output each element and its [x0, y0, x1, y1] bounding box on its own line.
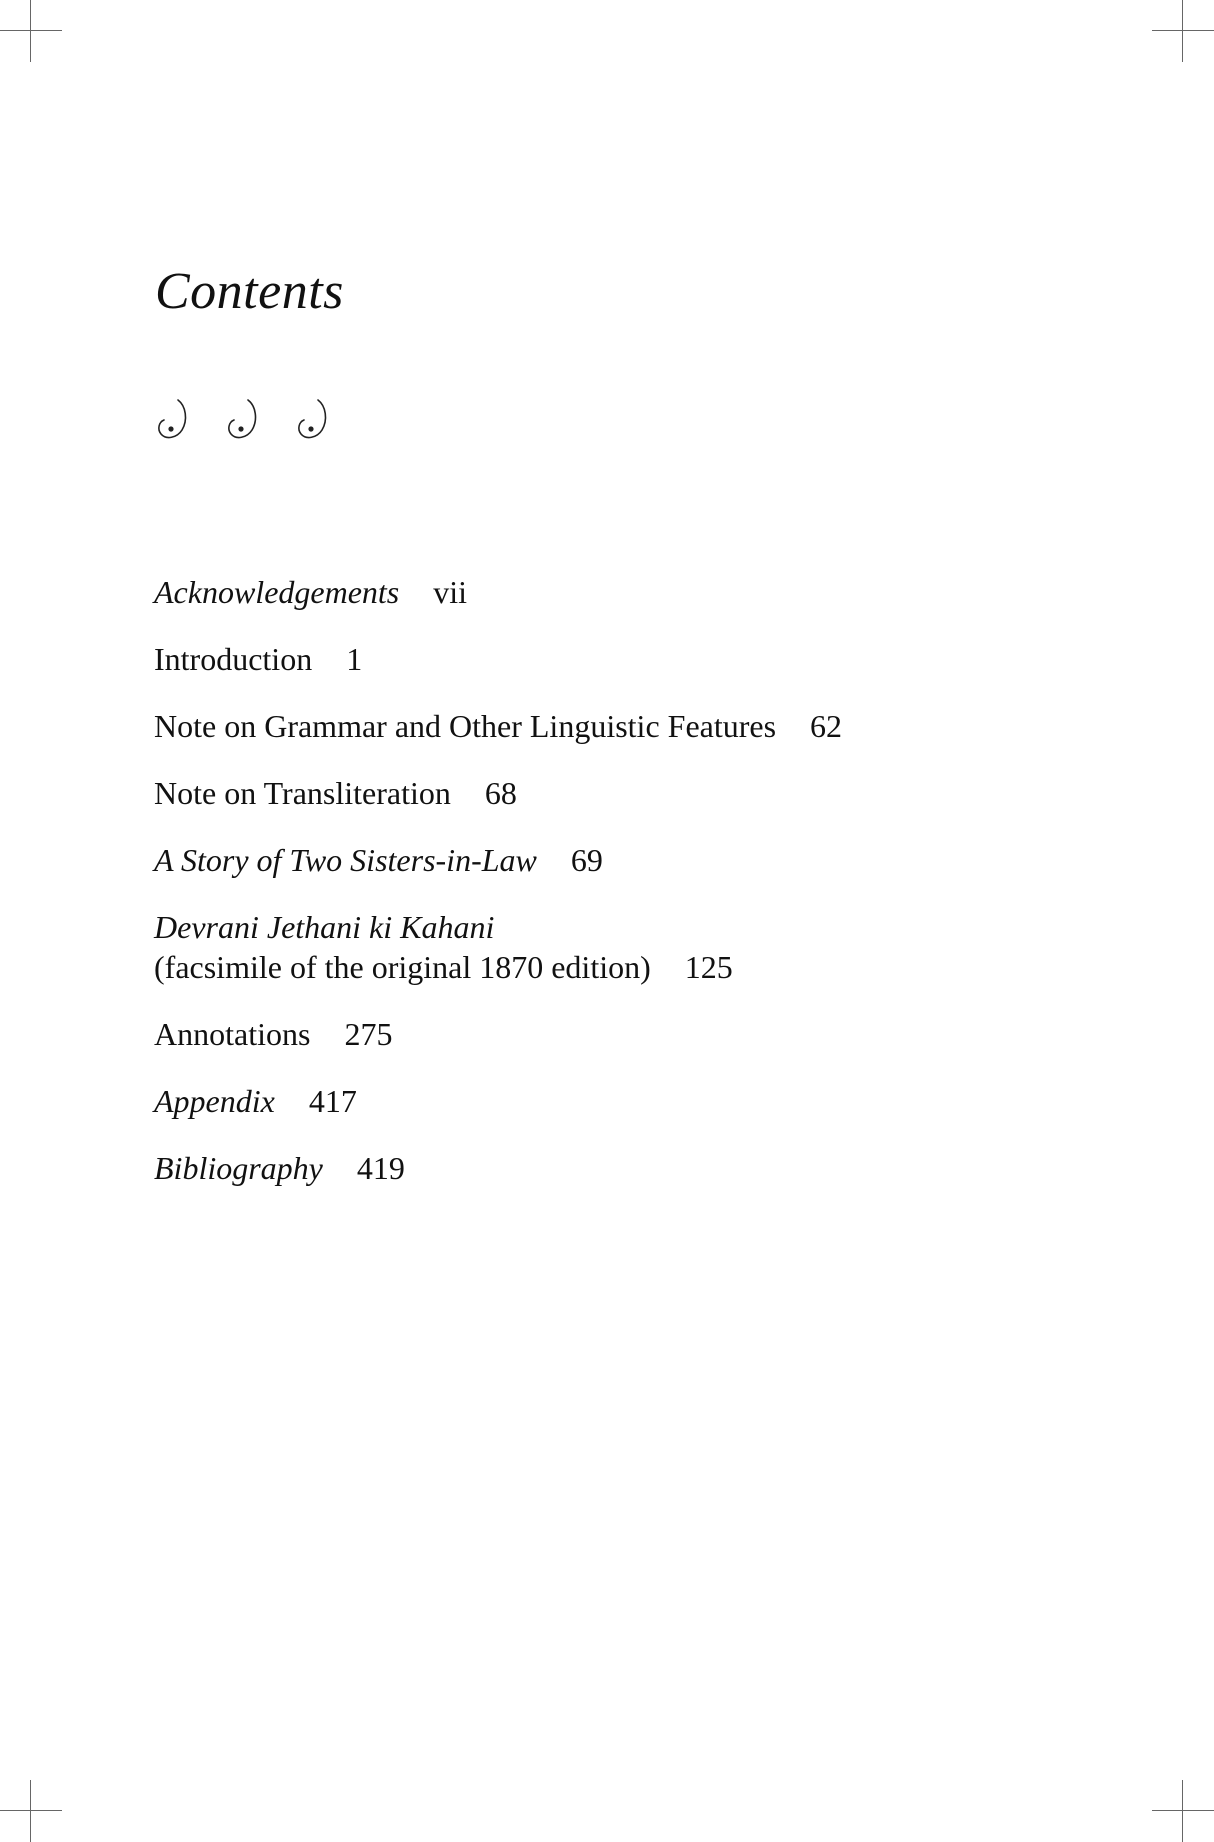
- toc-entry-title: Acknowledgements: [154, 574, 400, 610]
- toc-entry-page: vii: [433, 574, 468, 610]
- toc-entry-title: Note on Transliteration: [154, 775, 451, 811]
- toc-entry-title: Devrani Jethani ki Kahani: [154, 909, 495, 945]
- toc-entry-introduction[interactable]: [154, 639, 1154, 679]
- table-of-contents: [154, 572, 1154, 1215]
- crop-mark-top-left: [0, 0, 62, 62]
- toc-entry-subtitle: (facsimile of the original 1870 edition): [154, 949, 651, 985]
- toc-entry-title: Annotations: [154, 1016, 311, 1052]
- toc-entry-page: 275: [344, 1016, 393, 1052]
- crop-mark-bottom-left: [0, 1780, 62, 1842]
- toc-entry-page: 417: [308, 1083, 357, 1119]
- toc-entry-title: Appendix: [154, 1083, 275, 1119]
- toc-entry-page: 1: [346, 641, 363, 677]
- paisley-ornament-icon: [152, 396, 192, 444]
- crop-mark-top-right: [1152, 0, 1214, 62]
- paisley-ornament-icon: [222, 396, 262, 444]
- toc-entry-page: 419: [356, 1150, 405, 1186]
- toc-entry-page: 62: [810, 708, 843, 744]
- toc-entry-devrani-jethani[interactable]: [154, 907, 1154, 987]
- toc-entry-title: Note on Grammar and Other Linguistic Features: [154, 708, 777, 744]
- toc-entry-bibliography[interactable]: [154, 1148, 1154, 1188]
- paisley-ornament-icon: [292, 396, 332, 444]
- toc-entry-note-on-grammar[interactable]: [154, 706, 1154, 746]
- crop-mark-bottom-right: [1152, 1780, 1214, 1842]
- toc-entry-page: 125: [684, 949, 733, 985]
- toc-entry-note-on-transliteration[interactable]: [154, 773, 1154, 813]
- toc-entry-acknowledgements[interactable]: [154, 572, 1154, 612]
- toc-entry-page: 68: [484, 775, 517, 811]
- ornament-row: [152, 396, 332, 444]
- toc-entry-title: Bibliography: [154, 1150, 323, 1186]
- toc-entry-story[interactable]: [154, 840, 1154, 880]
- toc-entry-page: 69: [570, 842, 603, 878]
- toc-entry-title: Introduction: [154, 641, 313, 677]
- toc-entry-title: A Story of Two Sisters-in-Law: [154, 842, 537, 878]
- page-title: Contents: [155, 263, 344, 320]
- toc-entry-annotations[interactable]: [154, 1014, 1154, 1054]
- toc-entry-appendix[interactable]: [154, 1081, 1154, 1121]
